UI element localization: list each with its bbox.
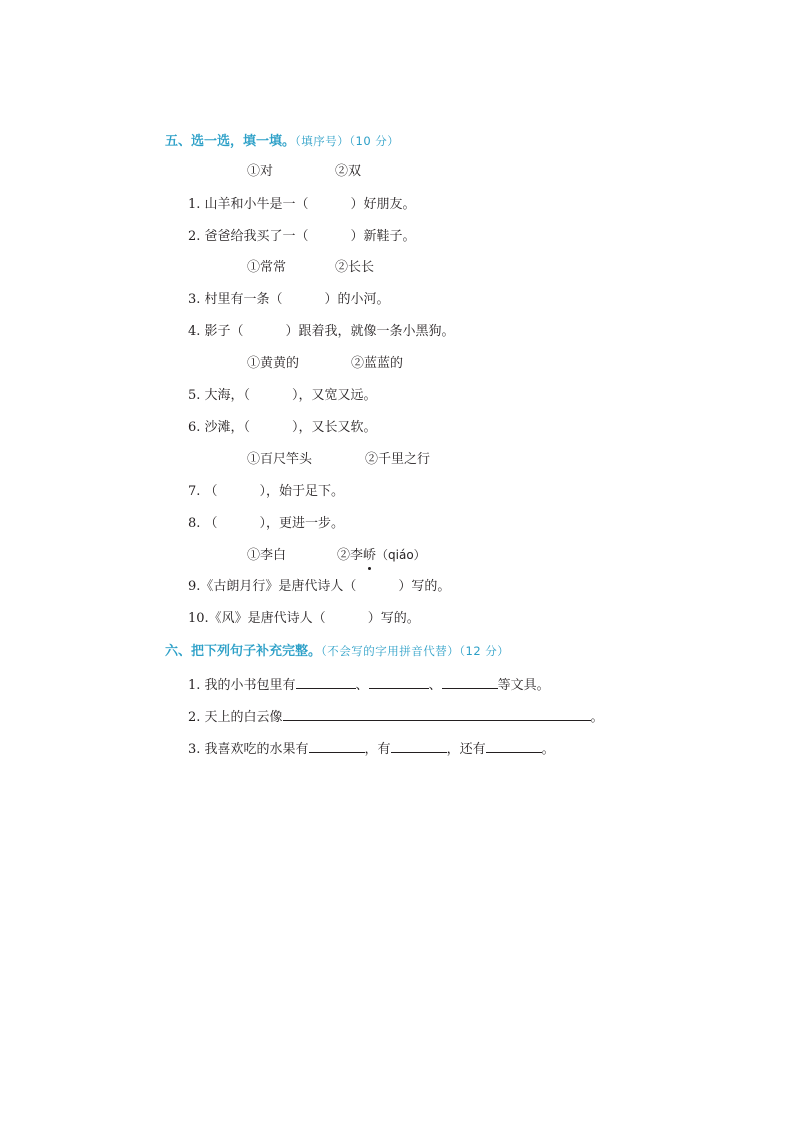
fill-line[interactable]	[283, 707, 591, 721]
option: ②千里之行	[365, 452, 431, 467]
fill-line[interactable]	[369, 675, 429, 689]
option-group-4	[247, 451, 430, 469]
sentence-1	[188, 675, 550, 695]
question-text: ）写的。	[398, 579, 451, 594]
sentence-2	[188, 707, 604, 727]
option-group-2	[247, 259, 374, 277]
option: ②长长	[335, 260, 375, 275]
question-8	[188, 515, 344, 533]
pinyin-annotation: （qiáo）	[376, 548, 426, 562]
section5-note: （填序号）（10 分）	[295, 134, 400, 148]
fill-line[interactable]	[391, 739, 447, 753]
option-text: ②李	[337, 548, 364, 563]
section6-heading	[165, 642, 509, 661]
option: ①常常	[247, 260, 287, 275]
question-1	[188, 196, 416, 214]
sentence-text: 、	[355, 678, 369, 693]
option-group-1	[247, 163, 361, 181]
option: ①李白	[247, 548, 287, 563]
section5-title: 五、选一选，填一填。	[165, 134, 296, 149]
question-text: 7. （	[188, 484, 218, 499]
sentence-text: 1. 我的小书包里有	[188, 678, 296, 693]
question-text: ）跟着我，就像一条小黑狗。	[285, 324, 455, 339]
question-7	[188, 483, 344, 501]
sentence-text: ，还有	[446, 742, 486, 757]
sentence-text: 3. 我喜欢吃的水果有	[188, 742, 309, 757]
question-text: 3. 村里有一条（	[188, 292, 283, 307]
sentence-text: 2. 天上的白云像	[188, 710, 283, 725]
section6-note: （不会写的字用拼音代替）（12 分）	[321, 644, 510, 658]
section5-heading	[165, 132, 399, 151]
question-text: 9.《古朗月行》是唐代诗人（	[188, 579, 357, 594]
question-text: 6. 沙滩，（	[188, 420, 251, 435]
question-10	[188, 610, 420, 628]
question-4	[188, 323, 455, 341]
fill-line[interactable]	[442, 675, 498, 689]
question-text: ）的小河。	[324, 292, 390, 307]
question-text: 4. 影子（	[188, 324, 244, 339]
question-text: ）好朋友。	[350, 197, 416, 212]
sentence-text: 、	[428, 678, 442, 693]
question-5	[188, 387, 377, 405]
question-text: 1. 山羊和小牛是一（	[188, 197, 309, 212]
option: ①百尺竿头	[247, 452, 313, 467]
section6-title: 六、把下列句子补充完整。	[165, 644, 322, 659]
option: ②蓝蓝的	[351, 356, 404, 371]
option-group-3	[247, 355, 403, 373]
option: ②双	[335, 164, 362, 179]
question-text: ），更进一步。	[259, 516, 345, 531]
question-text: ），又宽又远。	[292, 388, 377, 403]
sentence-text: 等文具。	[497, 678, 550, 693]
option: ①对	[247, 164, 274, 179]
sentence-text: 。	[541, 742, 555, 757]
question-text: ）写的。	[367, 611, 420, 626]
question-6	[188, 419, 377, 437]
fill-line[interactable]	[486, 739, 542, 753]
question-text: ），又长又软。	[292, 420, 377, 435]
option: ①黄黄的	[247, 356, 300, 371]
question-3	[188, 291, 390, 309]
option-group-5	[247, 546, 426, 565]
fill-line[interactable]	[309, 739, 365, 753]
question-9	[188, 578, 450, 596]
question-text: ），始于足下。	[259, 484, 345, 499]
sentence-3	[188, 739, 555, 759]
question-2	[188, 228, 416, 246]
question-text: 10.《风》是唐代诗人（	[188, 611, 326, 626]
sentence-text: ，有	[364, 742, 391, 757]
dotted-character: 峤	[363, 548, 377, 563]
question-text: ）新鞋子。	[350, 229, 416, 244]
question-text: 5. 大海，（	[188, 388, 251, 403]
question-text: 8. （	[188, 516, 218, 531]
fill-line[interactable]	[296, 675, 356, 689]
option	[337, 546, 426, 565]
question-text: 2. 爸爸给我买了一（	[188, 229, 309, 244]
sentence-text: 。	[590, 710, 604, 725]
